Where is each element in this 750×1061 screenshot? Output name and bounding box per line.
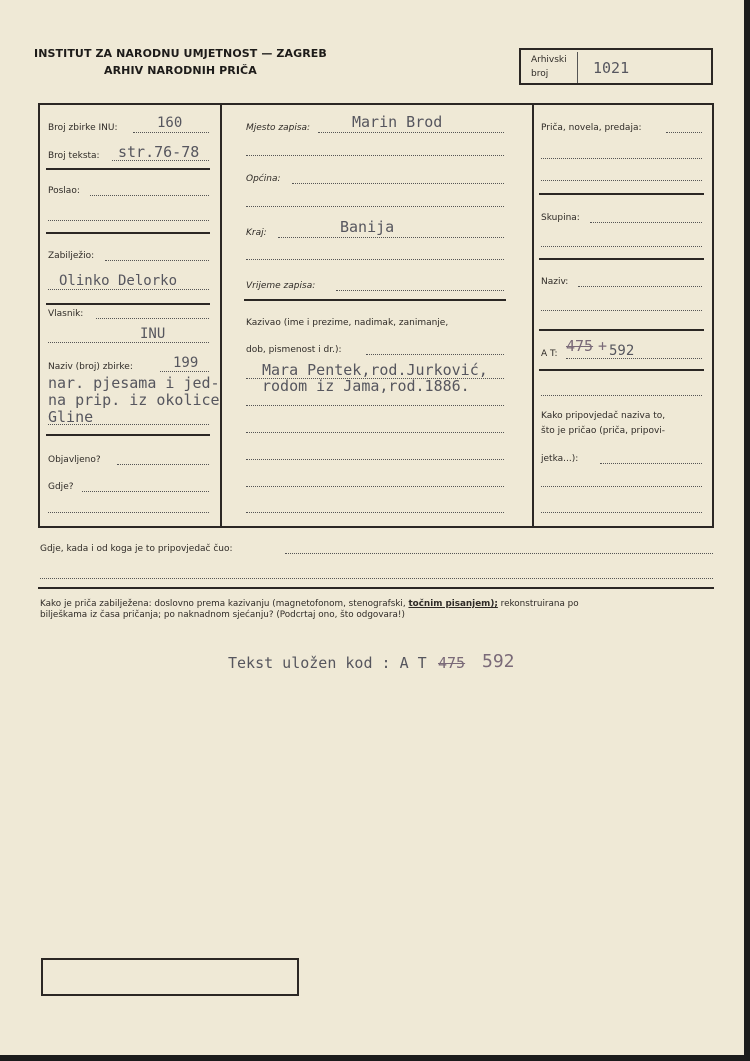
how-recorded-underlined: točnim pisanjem); [408,599,498,609]
narrator-name-line-2: što je pričao (priča, pripovi- [541,426,666,436]
region-value: Banija [340,218,395,236]
collection-name-no: 199 [173,355,199,371]
dotted-line [90,195,209,196]
dotted-line [541,395,702,396]
archive-number-label-1: Arhivski [531,55,567,65]
dotted-line [105,260,209,261]
municipality-label: Općina: [246,174,281,184]
dotted-line [246,378,504,379]
published-label: Objavljeno? [48,455,101,465]
archive-number-label-2: broj [531,69,549,79]
at-label: A T: [541,349,558,359]
at-crossed-value: 475 [566,337,594,355]
recorded-value: Olinko Delorko [59,273,178,289]
how-recorded-text-b: rekonstruirana po [497,599,579,609]
at-value: 592 [609,343,635,359]
dotted-line [541,486,702,487]
rule [539,193,704,195]
collection-name-line-2: na prip. iz okolice [48,391,220,409]
dotted-line [40,578,713,579]
dotted-line [48,289,209,290]
rule [38,587,714,589]
place-value: Marin Brod [352,113,443,131]
at-plus: + [598,337,608,355]
owner-value: INU [140,326,166,342]
rule [46,303,210,305]
deposit-text: Tekst uložen kod : A T [228,654,427,672]
narrator-value-line-2: rodom iz Jama,rod.1886. [262,377,470,395]
place-label: Mjesto zapisa: [246,123,311,133]
rule [539,329,704,331]
recorded-label: Zabilježio: [48,251,95,261]
rule [46,168,210,170]
time-label: Vrijeme zapisa: [246,281,316,291]
archive-title: ARHIV NARODNIH PRIČA [104,64,257,77]
dotted-line [541,246,702,247]
dotted-line [541,310,702,311]
rule [46,434,210,436]
dotted-line [246,459,504,460]
how-recorded-text-a: Kako je priča zabilježena: doslovno prema kazivanju (magnetofonom, stenografski, [40,599,409,609]
narrator-name-line-1: Kako pripovjedač naziva to, [541,411,666,421]
collection-name-line-1: nar. pjesama i jed- [48,374,220,392]
dotted-line [82,491,209,492]
dotted-line [160,371,209,372]
owner-label: Vlasnik: [48,309,84,319]
dotted-line [246,432,504,433]
rule [244,299,506,301]
dotted-line [133,132,209,133]
dotted-line [318,132,504,133]
dotted-line [541,512,702,513]
genre-label: Priča, novela, predaja: [541,123,642,133]
dotted-line [292,183,504,184]
title-label: Naziv: [541,277,569,287]
narrator-value-line-1: Mara Pentek,rod.Jurković, [262,361,488,379]
narrator-name-line-3: jetka...): [541,454,579,464]
dotted-line [48,342,209,343]
column-divider-2 [532,103,534,528]
dotted-line [666,132,702,133]
rule [46,232,210,234]
text-no-value: str.76-78 [118,143,200,161]
dotted-line [246,486,504,487]
dotted-line [48,424,209,425]
dotted-line [246,512,504,513]
dotted-line [336,290,504,291]
dotted-line [246,405,504,406]
column-divider-1 [220,103,222,528]
how-recorded-line-1 [40,599,579,609]
where-label: Gdje? [48,482,74,492]
dotted-line [366,354,504,355]
group-label: Skupina: [541,213,580,223]
dotted-line [600,463,702,464]
institution-title: INSTITUT ZA NARODNU UMJETNOST — ZAGREB [34,47,327,60]
dotted-line [246,155,504,156]
dotted-line [541,180,702,181]
region-label: Kraj: [246,228,267,238]
dotted-line [246,259,504,260]
collection-name-line-3: Gline [48,408,94,426]
dotted-line [541,158,702,159]
sent-label: Poslao: [48,186,80,196]
dotted-line [246,206,504,207]
rule [539,258,704,260]
dotted-line [96,318,209,319]
deposit-crossed: 475 [438,654,466,672]
text-no-label: Broj teksta: [48,151,100,161]
dotted-line [48,220,209,221]
narrator-label-line-1: Kazivao (ime i prezime, nadimak, zanimanje, [246,318,449,328]
archive-number-value: 1021 [593,59,630,77]
dotted-line [278,237,504,238]
dotted-line [285,553,713,554]
dotted-line [48,512,209,513]
dotted-line [578,286,702,287]
rule [539,369,704,371]
dotted-line [566,358,702,359]
how-recorded-line-2: bilješkama iz časa pričanja; po naknadnom sjećanju? (Podcrtaj ono, što odgovara!) [40,610,405,620]
dotted-line [117,464,209,465]
collection-no-label: Broj zbirke INU: [48,123,118,133]
narrator-label-line-2: dob, pismenost i dr.): [246,345,342,355]
heard-label: Gdje, kada i od koga je to pripovjedač čuo: [40,544,233,554]
deposit-value: 592 [482,651,515,672]
dotted-line [590,222,702,223]
archive-number-box [519,48,713,85]
collection-name-label: Naziv (broj) zbirke: [48,362,133,372]
empty-stamp-box [41,958,299,996]
collection-no-value: 160 [157,115,183,131]
